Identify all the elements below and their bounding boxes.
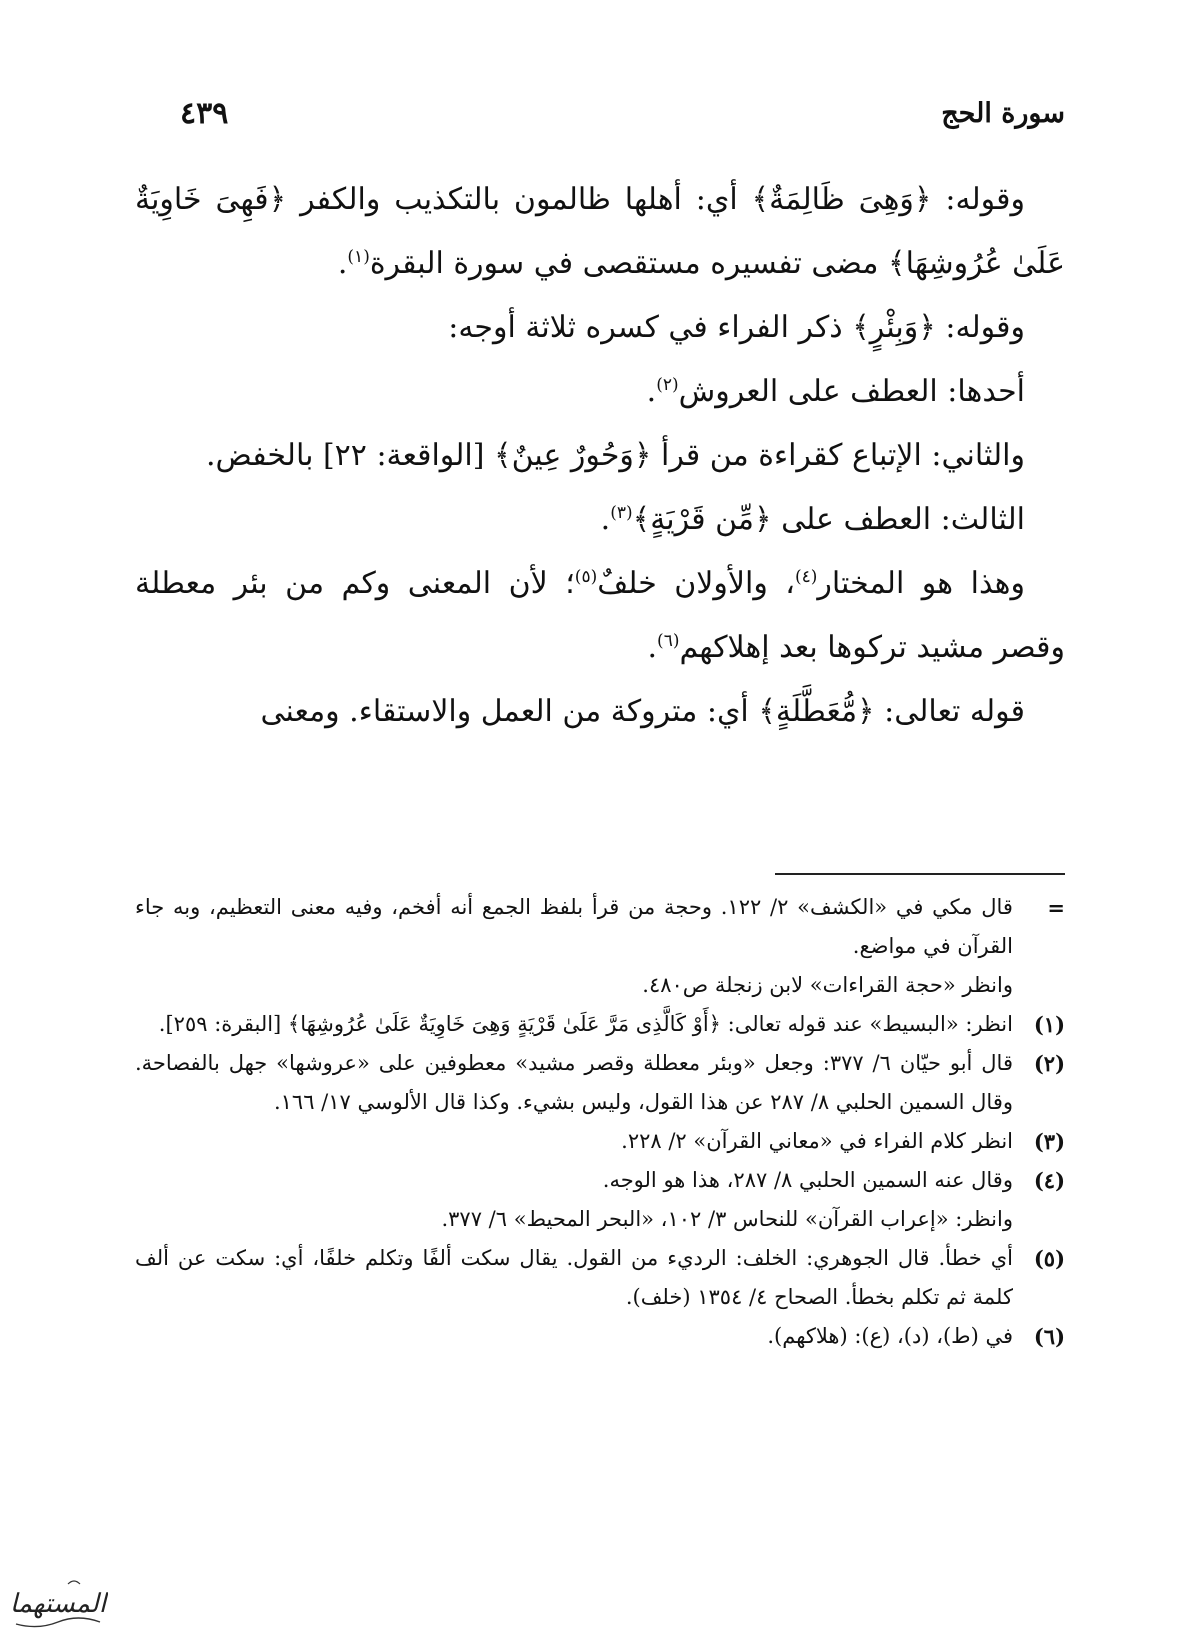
footnote-ref[interactable]: (٥)	[574, 567, 598, 587]
text-span: .	[646, 374, 657, 409]
stamp-flourish-top	[68, 1581, 80, 1584]
footnote-body	[135, 1317, 1013, 1356]
footnote-ref[interactable]: (٤)	[795, 567, 818, 587]
page-header	[180, 88, 1065, 138]
footnote-ref[interactable]: (٢)	[656, 375, 679, 395]
paragraph-7	[135, 680, 1065, 744]
footnote-number: (٤)	[1033, 1168, 1065, 1193]
footnote-line: وانظر: «إعراب القرآن» للنحاس ٣/ ١٠٢، «البحر المحيط» ٦/ ٣٧٧.	[441, 1207, 1013, 1231]
stamp-text: المستهما	[9, 1589, 107, 1619]
surah-title: سورة الحج	[941, 97, 1065, 129]
footnote-line: قال مكي في «الكشف» ٢/ ١٢٢. وحجة من قرأ بلفظ الجمع أنه أفخم، وفيه معنى التعظيم، وبه جاء القرآن في مواضع.	[135, 895, 1013, 958]
text-span: أي: أهلها ظالمون بالتكذيب والكفر	[286, 182, 752, 217]
footnote-body	[135, 1044, 1013, 1122]
footnote-line: قال أبو حيّان ٦/ ٣٧٧: وجعل «وبئر معطلة وقصر مشيد» معطوفين على «عروشها» جهل بالفصاحة. وقال السمين الحلبي ٨/ ٢٨٧ عن هذا القول، وليس بشيء. وكذا قال الألوسي ١٧/ ١٦٦.	[135, 1051, 1013, 1114]
quran-verse: ﴿مِّن قَرْيَةٍ﴾	[632, 502, 772, 537]
footnote-line: وانظر «حجة القراءات» لابن زنجلة ص٤٨٠.	[642, 973, 1013, 997]
footnotes	[135, 888, 1065, 1356]
text-span: قوله تعالى:	[874, 694, 1025, 729]
footnote-6	[135, 1317, 1065, 1356]
text-span: ، والأولان خلفٌ	[597, 566, 795, 601]
footnote-ref[interactable]: (١)	[347, 247, 370, 267]
text-span: ؛ لأن المعنى وكم من بئر معطلة وقصر مشيد تركوها بعد إهلاكهم	[135, 566, 1065, 665]
footnote-continuation	[135, 888, 1065, 1005]
text-span: .	[337, 246, 348, 281]
paragraph-4	[135, 424, 1065, 488]
footnote-ref[interactable]: (٣)	[610, 503, 633, 523]
text-span: انظر: «البسيط» عند قوله تعالى:	[720, 1012, 1013, 1036]
footnote-body	[135, 1122, 1013, 1161]
text-span: والثاني: الإتباع كقراءة من قرأ	[651, 438, 1025, 473]
quran-verse: ﴿مُّعَطَّلَةٍ﴾	[758, 694, 875, 729]
footnote-4	[135, 1161, 1065, 1239]
quran-verse: ﴿فَهِىَ خَاوِيَةٌ عَلَىٰ عُرُوشِهَا﴾	[135, 182, 1065, 281]
continuation-marker: =	[1047, 895, 1065, 920]
footnote-body	[135, 1161, 1013, 1239]
main-text	[135, 168, 1065, 744]
footnote-line: وقال عنه السمين الحلبي ٨/ ٢٨٧، هذا هو الوجه.	[602, 1168, 1013, 1192]
footnote-3	[135, 1122, 1065, 1161]
footnote-5	[135, 1239, 1065, 1317]
footnote-1	[135, 1005, 1065, 1044]
footnote-line: في (ط)، (د)، (ع): (هلاكهم).	[767, 1324, 1013, 1348]
footnote-line	[135, 1005, 1013, 1044]
paragraph-1	[135, 168, 1065, 296]
text-span: .	[600, 502, 611, 537]
page-number: ٤٣٩	[180, 95, 229, 131]
paragraph-3	[135, 360, 1065, 424]
footnote-body	[135, 1239, 1013, 1317]
quran-verse: ﴿وَبِئْرٍ﴾	[852, 310, 936, 345]
quran-verse: ﴿وَحُورٌ عِينٌ﴾	[494, 438, 652, 473]
footnote-number: (٢)	[1033, 1051, 1065, 1076]
text-span: [البقرة: ٢٥٩].	[158, 1012, 288, 1036]
text-span: وقوله:	[931, 182, 1025, 217]
footnote-number: (٣)	[1033, 1129, 1065, 1154]
paragraph-5	[135, 488, 1065, 552]
stamp-flourish	[16, 1618, 100, 1627]
quran-verse: ﴿أَوْ كَالَّذِى مَرَّ عَلَىٰ قَرْيَةٍ وَهِىَ خَاوِيَةٌ عَلَىٰ عُرُوشِهَا﴾	[287, 1012, 721, 1036]
footnote-ref[interactable]: (٦)	[657, 631, 680, 651]
text-span: أحدها: العطف على العروش	[678, 374, 1025, 409]
footnote-body	[135, 1005, 1013, 1044]
footnote-line: انظر كلام الفراء في «معاني القرآن» ٢/ ٢٢٨.	[621, 1129, 1013, 1153]
footnote-separator	[775, 873, 1065, 875]
footnote-number: (٦)	[1033, 1324, 1065, 1349]
text-span: وهذا هو المختار	[817, 566, 1025, 601]
footnote-number: (٥)	[1033, 1246, 1065, 1271]
footnote-number: (١)	[1033, 1012, 1065, 1037]
text-span: ذكر الفراء في كسره ثلاثة أوجه:	[448, 310, 853, 345]
text-span: أي: متروكة من العمل والاستقاء. ومعنى	[260, 694, 759, 729]
text-span: وقوله:	[935, 310, 1025, 345]
footnote-2	[135, 1044, 1065, 1122]
text-span: الثالث: العطف على	[771, 502, 1025, 537]
footnote-line: أي خطأ. قال الجوهري: الخلف: الرديء من القول. يقال سكت ألفًا وتكلم خلفًا، أي: سكت عن ألف كلمة ثم تكلم بخطأ. الصحاح ٤/ ١٣٥٤ (خلف).	[135, 1246, 1013, 1309]
text-span: .	[647, 630, 658, 665]
paragraph-2	[135, 296, 1065, 360]
text-span: [الواقعة: ٢٢] بالخفض.	[205, 438, 494, 473]
text-span: مضى تفسيره مستقصى في سورة البقرة	[369, 246, 888, 281]
paragraph-6	[135, 552, 1065, 680]
library-stamp-logo	[8, 1572, 108, 1636]
quran-verse: ﴿وَهِىَ ظَالِمَةٌ﴾	[751, 182, 932, 217]
footnote-body	[135, 888, 1013, 1005]
